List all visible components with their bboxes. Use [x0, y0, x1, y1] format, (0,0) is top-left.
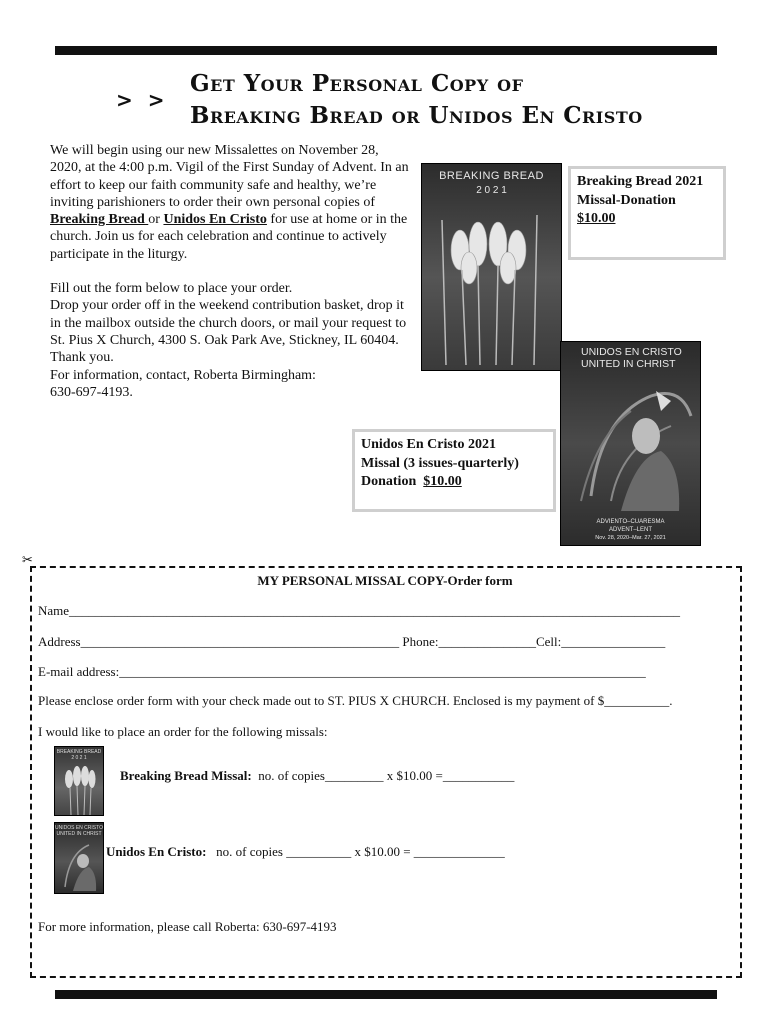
unidos-en-cristo-price-box [352, 429, 556, 512]
address-phone-cell-field[interactable]: Address_________________________________________________ Phone:_______________Cell:________________ [38, 634, 666, 649]
christ-thumb-icon [55, 837, 103, 893]
scissors-icon: ✂ [22, 552, 33, 567]
uc-price-line-2: Missal (3 issues-quarterly) [361, 455, 519, 471]
order-form-heading: MY PERSONAL MISSAL COPY-Order form [257, 573, 513, 588]
title-line-1: Get Your Personal Copy of [190, 70, 524, 97]
name-field[interactable]: Name______________________________________________________________________________________________ [38, 603, 681, 618]
unidos-en-cristo-thumbnail [54, 822, 104, 894]
cover-bottom-3: Nov. 28, 2020–Mar. 27, 2021 [595, 535, 666, 541]
breaking-bread-thumbnail [54, 746, 104, 816]
breaking-bread-price-box [568, 166, 726, 260]
cover-title-2: UNITED IN CHRIST [581, 358, 676, 370]
top-rule [55, 46, 717, 55]
intro-phone: 630-697-4193. [50, 384, 133, 400]
intro-contact: For information, contact, Roberta Birmingham: [50, 367, 316, 383]
breaking-bread-cover-image [421, 163, 562, 371]
cover-title-1: UNIDOS EN CRISTO [581, 346, 682, 358]
cover-year: 2 0 2 1 [476, 185, 507, 196]
bottom-rule [55, 990, 717, 999]
cover-bottom-2: ADVENT–LENT [608, 527, 652, 533]
uc-price-line-1: Unidos En Cristo 2021 [361, 437, 496, 452]
intro-dropoff: Drop your order off in the weekend contribution basket, drop it in the mailbox outside the church doors, or mail your request to St. Pius X Church, 4300 S. Oak Park Ave, Stickney, IL 60404. Thank you. [50, 298, 407, 366]
more-info-text: For more information, please call Roberta: 630-697-4193 [38, 919, 337, 934]
payment-amount-field[interactable]: Please enclose order form with your check made out to ST. PIUS X CHURCH. Enclosed is my payment of $__________. [38, 693, 673, 708]
unidos-en-cristo-copies-field[interactable]: Unidos En Cristo: no. of copies __________ x $10.00 = ______________ [106, 844, 505, 859]
bb-price-line-1: Breaking Bread 2021 [577, 174, 704, 189]
unidos-en-cristo-cover-image [560, 341, 701, 546]
email-field[interactable]: E-mail address:_________________________________________________________________________________ [38, 664, 646, 679]
arrows-icon: > > [116, 88, 169, 112]
bb-price-line-2: Missal-Donation [577, 192, 676, 208]
breaking-bread-emphasis: Breaking Bread [50, 212, 149, 228]
order-instruction: I would like to place an order for the following missals: [38, 724, 328, 739]
wheat-illustration-icon [422, 200, 561, 370]
cover-title: BREAKING BREAD [439, 170, 544, 182]
intro-instruction: Fill out the form below to place your order. [50, 281, 293, 297]
cover-bottom-1: ADVIENTO–CUARESMA [596, 519, 665, 525]
breaking-bread-copies-field[interactable]: Breaking Bread Missal: no. of copies_________ x $10.00 =___________ [120, 768, 515, 783]
title-line-2: Breaking Bread or Unidos En Cristo [190, 102, 643, 129]
thumb-uc-title: UNIDOS EN CRISTO UNITED IN CHRIST [55, 825, 103, 837]
uc-price-line-3: Donation $10.00 [361, 474, 462, 489]
intro-paragraph-1: We will begin using our new Missalettes on November 28, 2020, at the 4:00 p.m. Vigil of the First Sunday of Advent. In an effort to keep our faith community safe and healthy, we’re inviting parishioners to order their own personal copies of Breaking Bread or Unidos En Cristo for use at home or in the church. Join us for each celebration and continue to actively participate in the liturgy. [50, 143, 409, 262]
wheat-thumb-icon [55, 761, 103, 816]
thumb-bb-title: BREAKING BREAD 2 0 2 1 [56, 749, 102, 761]
unidos-en-cristo-emphasis: Unidos En Cristo [163, 212, 267, 228]
intro-text [50, 142, 412, 401]
christ-illustration-icon [561, 376, 700, 516]
page-title [190, 68, 643, 132]
bb-price-line-3: $10.00 [577, 211, 616, 226]
